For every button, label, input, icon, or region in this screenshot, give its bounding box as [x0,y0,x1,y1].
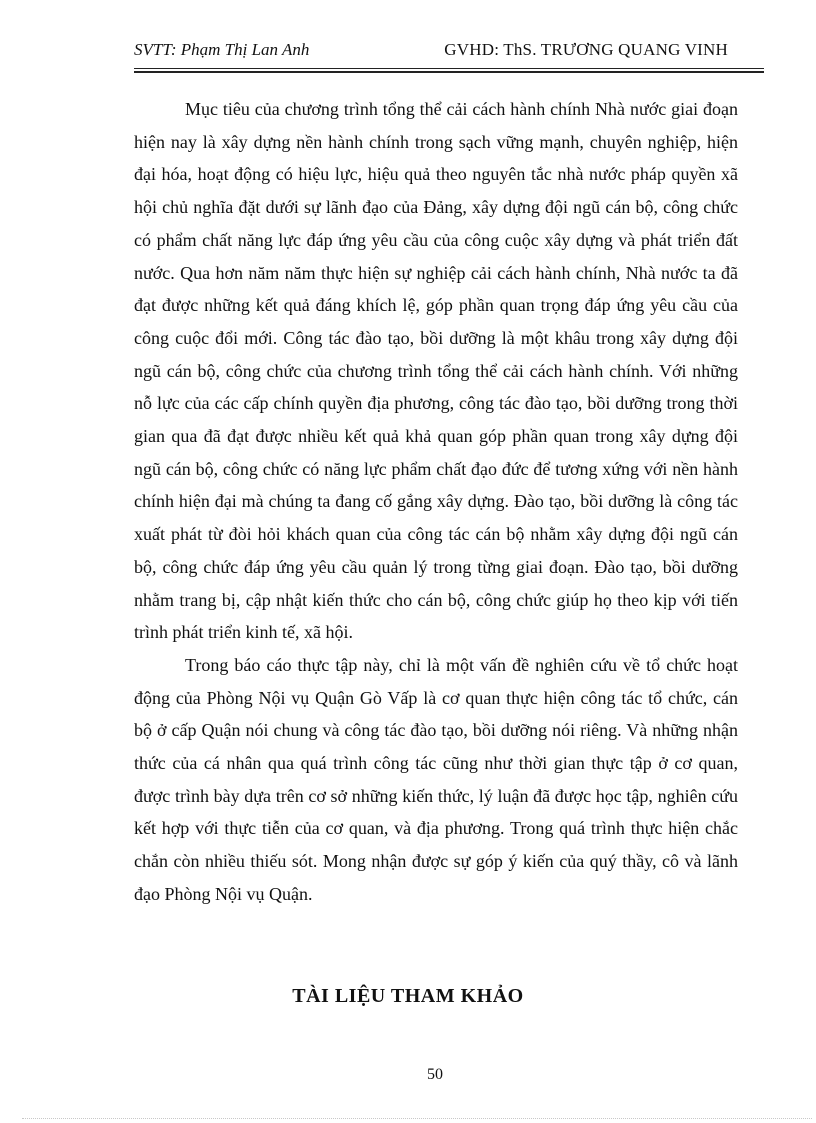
header-rule-thick [134,71,764,73]
paragraph: Trong báo cáo thực tập này, chỉ là một vấn đề nghiên cứu về tổ chức hoạt động của Phòng Nội vụ Quận Gò Vấp là cơ quan thực hiện công tác tổ chức, cán bộ ở cấp Quận nói chung và công tác đào tạo, bồi dưỡng nói riêng. Và những nhận thức của cá nhân qua quá trình công tác cũng như thời gian thực tập ở cơ quan, được trình bày dựa trên cơ sở những kiến thức, lý luận đã được học tập, nghiên cứu kết hợp với thực tiễn của cơ quan, và địa phương. Trong quá trình thực hiện chắc chắn còn nhiều thiếu sót. Mong nhận được sự góp ý kiến của quý thầy, cô và lãnh đạo Phòng Nội vụ Quận. [134,654,738,904]
page-break-divider [22,1118,812,1119]
paragraph: Mục tiêu của chương trình tổng thể cải cách hành chính Nhà nước giai đoạn hiện nay là xây dựng nền hành chính trong sạch vững mạnh, chuyên nghiệp, hiện đại hóa, hoạt động có hiệu lực, hiệu quả theo nguyên tắc nhà nước pháp quyền xã hội chủ nghĩa đặt dưới sự lãnh đạo của Đảng, xây dựng đội ngũ cán bộ, công chức có phẩm chất năng lực đáp ứng yêu cầu của công cuộc xây dựng và phát triển đất nước. Qua hơn năm năm thực hiện sự nghiệp cải cách hành chính, Nhà nước ta đã đạt được những kết quả đáng khích lệ, góp phần quan trọng đáp ứng yêu cầu của công cuộc đổi mới. Công tác đào tạo, bồi dưỡng là một khâu trong xây dựng đội ngũ cán bộ, công chức của chương trình tổng thể cải cách hành chính. Với những nỗ lực của các cấp chính quyền địa phương, công tác đào tạo, bồi dưỡng trong thời gian qua đã đạt được nhiều kết quả khả quan góp phần quan trong xây dựng đội ngũ cán bộ, công chức có năng lực phẩm chất đạo đức để tương xứng với nền hành chính hiện đại mà chúng ta đang cố gắng xây dựng. Đào tạo, bồi dưỡng là công tác xuất phát từ đòi hỏi khách quan của công tác cán bộ nhằm xây dựng đội ngũ cán bộ, công chức đáp ứng yêu cầu quản lý trong từng giai đoạn. Đào tạo, bồi dưỡng nhằm trang bị, cập nhật kiến thức cho cán bộ, công chức giúp họ theo kịp với tiến trình phát triển kinh tế, xã hội. [134,99,738,643]
section-heading: TÀI LIỆU THAM KHẢO [292,985,524,1007]
header-rule-thin [134,68,764,69]
body-text [134,93,738,911]
page-number: 50 [427,1066,443,1083]
student-name: SVTT: Phạm Thị Lan Anh [134,40,310,59]
instructor-name: GVHD: ThS. TRƯƠNG QUANG VINH [444,40,728,59]
page-header [134,40,764,66]
